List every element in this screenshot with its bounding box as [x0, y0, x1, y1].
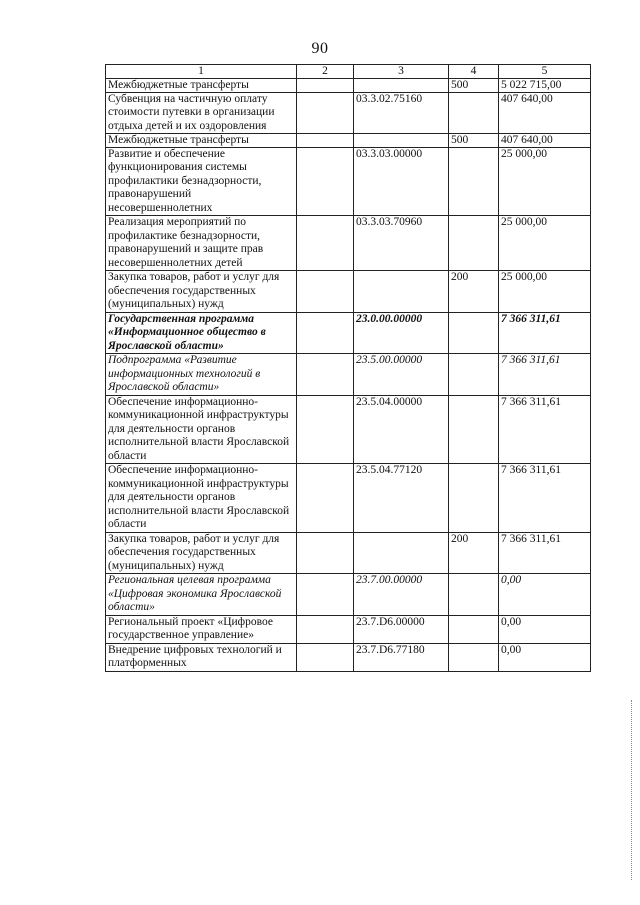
cell-kind	[449, 395, 499, 464]
cell-name: Реализация мероприятий по профилактике безнадзорности, правонарушений и защите прав несовершеннолетних детей	[106, 216, 297, 271]
header-row	[106, 65, 591, 79]
cell-amount: 0,00	[499, 615, 591, 643]
table-row	[106, 615, 591, 643]
cell-kind	[449, 147, 499, 216]
scan-edge-marks	[631, 700, 636, 880]
cell-code	[354, 532, 449, 574]
cell-amount: 7 366 311,61	[499, 464, 591, 533]
table-row	[106, 216, 591, 271]
cell-amount: 25 000,00	[499, 216, 591, 271]
cell-name: Обеспечение информационно-коммуникационной инфраструктуры для деятельности органов исполнительной власти Ярославской области	[106, 464, 297, 533]
cell-name: Межбюджетные трансферты	[106, 134, 297, 148]
cell-ministry	[297, 147, 354, 216]
cell-code: 23.7.00.00000	[354, 574, 449, 616]
header-cell-name: 1	[106, 65, 297, 79]
table-row	[106, 271, 591, 313]
table-row	[106, 464, 591, 533]
cell-name: Закупка товаров, работ и услуг для обеспечения государственных (муниципальных) нужд	[106, 532, 297, 574]
cell-name: Субвенция на частичную оплату стоимости путевки в организации отдыха детей и их оздоровления	[106, 92, 297, 134]
cell-amount: 0,00	[499, 643, 591, 671]
cell-name: Региональный проект «Цифровое государственное управление»	[106, 615, 297, 643]
cell-code: 23.5.00.00000	[354, 354, 449, 396]
cell-amount: 7 366 311,61	[499, 532, 591, 574]
header-cell-amount: 5	[499, 65, 591, 79]
table-row	[106, 395, 591, 464]
table-row	[106, 532, 591, 574]
cell-amount: 407 640,00	[499, 92, 591, 134]
cell-kind	[449, 643, 499, 671]
cell-ministry	[297, 92, 354, 134]
table-row	[106, 312, 591, 354]
header-cell-kind: 4	[449, 65, 499, 79]
table-row	[106, 134, 591, 148]
cell-code: 03.3.03.00000	[354, 147, 449, 216]
cell-amount: 7 366 311,61	[499, 354, 591, 396]
budget-table	[105, 64, 591, 672]
cell-name: Региональная целевая программа «Цифровая экономика Ярославской области»	[106, 574, 297, 616]
table-row	[106, 574, 591, 616]
cell-amount: 25 000,00	[499, 147, 591, 216]
cell-name: Развитие и обеспечение функционирования системы профилактики безнадзорности, правонарушений несовершеннолетних	[106, 147, 297, 216]
cell-ministry	[297, 134, 354, 148]
cell-code: 03.3.02.75160	[354, 92, 449, 134]
table-body	[106, 79, 591, 672]
page-number: 90	[311, 40, 329, 57]
cell-kind	[449, 574, 499, 616]
cell-name: Межбюджетные трансферты	[106, 79, 297, 93]
cell-kind: 200	[449, 271, 499, 313]
cell-kind: 500	[449, 134, 499, 148]
cell-kind	[449, 615, 499, 643]
cell-name: Обеспечение информационно-коммуникационной инфраструктуры для деятельности органов исполнительной власти Ярославской области	[106, 395, 297, 464]
cell-kind	[449, 354, 499, 396]
cell-ministry	[297, 354, 354, 396]
header-cell-ministry: 2	[297, 65, 354, 79]
cell-ministry	[297, 79, 354, 93]
cell-code: 03.3.03.70960	[354, 216, 449, 271]
cell-amount: 5 022 715,00	[499, 79, 591, 93]
cell-kind	[449, 312, 499, 354]
table-row	[106, 147, 591, 216]
cell-code	[354, 271, 449, 313]
table-row	[106, 354, 591, 396]
cell-code: 23.7.D6.00000	[354, 615, 449, 643]
cell-kind: 200	[449, 532, 499, 574]
cell-ministry	[297, 395, 354, 464]
cell-ministry	[297, 312, 354, 354]
cell-name: Внедрение цифровых технологий и платформенных	[106, 643, 297, 671]
cell-ministry	[297, 271, 354, 313]
cell-ministry	[297, 574, 354, 616]
cell-amount: 25 000,00	[499, 271, 591, 313]
cell-kind	[449, 464, 499, 533]
cell-code: 23.7.D6.77180	[354, 643, 449, 671]
cell-code: 23.0.00.00000	[354, 312, 449, 354]
cell-amount: 7 366 311,61	[499, 395, 591, 464]
cell-kind	[449, 92, 499, 134]
cell-code: 23.5.04.77120	[354, 464, 449, 533]
cell-amount: 0,00	[499, 574, 591, 616]
cell-name: Государственная программа «Информационное общество в Ярославской области»	[106, 312, 297, 354]
table-row	[106, 643, 591, 671]
cell-amount: 7 366 311,61	[499, 312, 591, 354]
table-row	[106, 79, 591, 93]
header-cell-code: 3	[354, 65, 449, 79]
cell-kind	[449, 216, 499, 271]
cell-ministry	[297, 532, 354, 574]
cell-name: Подпрограмма «Развитие информационных технологий в Ярославской области»	[106, 354, 297, 396]
cell-code: 23.5.04.00000	[354, 395, 449, 464]
cell-ministry	[297, 216, 354, 271]
cell-ministry	[297, 643, 354, 671]
cell-name: Закупка товаров, работ и услуг для обеспечения государственных (муниципальных) нужд	[106, 271, 297, 313]
cell-amount: 407 640,00	[499, 134, 591, 148]
cell-kind: 500	[449, 79, 499, 93]
cell-ministry	[297, 464, 354, 533]
cell-ministry	[297, 615, 354, 643]
cell-code	[354, 134, 449, 148]
cell-code	[354, 79, 449, 93]
table-row	[106, 92, 591, 134]
